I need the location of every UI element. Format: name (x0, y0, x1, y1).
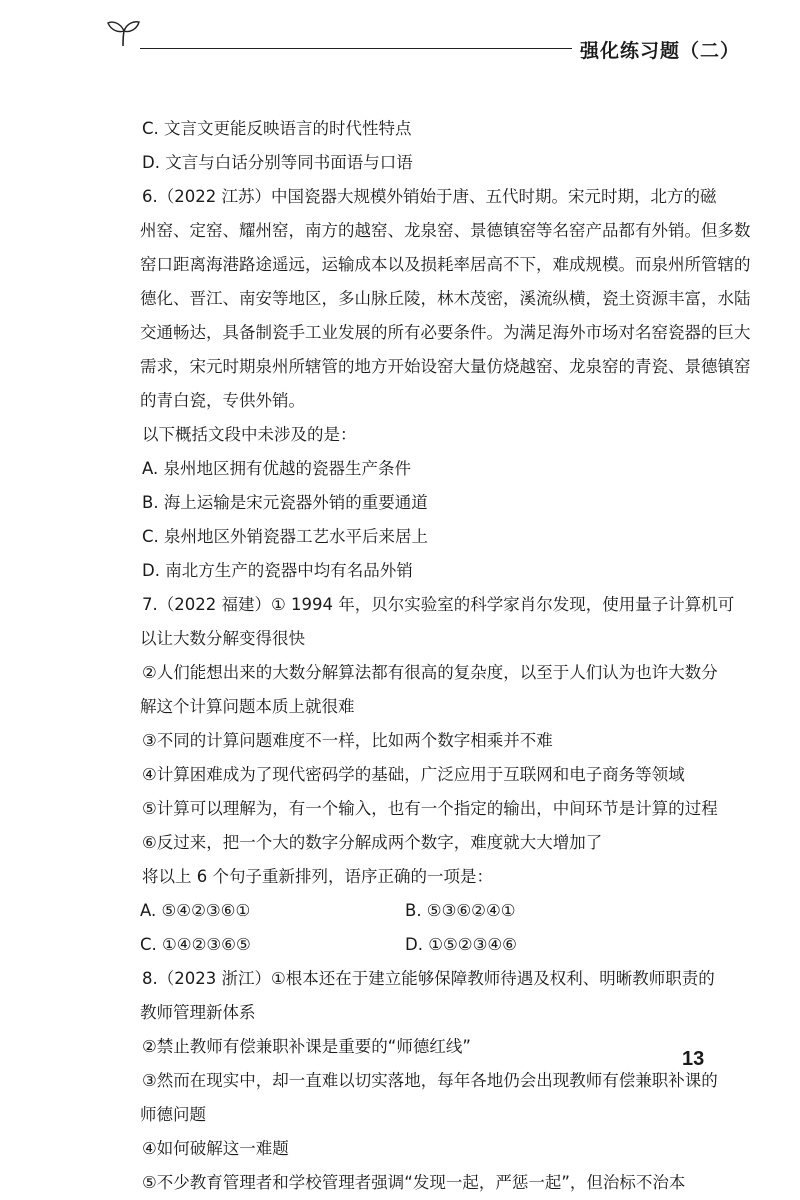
q6-line: 6.（2022 江苏）中国瓷器大规模外销始于唐、五代时期。宋元时期，北方的磁 (142, 187, 717, 206)
q7-options-row-2 (140, 928, 700, 962)
q7-line: ⑤计算可以理解为，有一个输入，也有一个指定的输出，中间环节是计算的过程 (142, 799, 718, 818)
q7-line: 解这个计算问题本质上就很难 (140, 697, 355, 716)
q7-option-a: A. ⑤④②③⑥① (140, 901, 251, 920)
q7-line: ④计算困难成为了现代密码学的基础，广泛应用于互联网和电子商务等领域 (142, 765, 685, 784)
q6-line: 的青白瓷，专供外销。 (140, 391, 305, 410)
q6-line: 德化、晋江、南安等地区，多山脉丘陵，林木茂密，溪流纵横，瓷土资源丰富，水陆 (140, 289, 751, 308)
q7-option-d: D. ①⑤②③④⑥ (405, 935, 517, 954)
q8-line: ⑤不少教育管理者和学校管理者强调“发现一起，严惩一起”，但治标不治本 (142, 1173, 686, 1192)
q7-option-c: C. ①④②③⑥⑤ (140, 935, 251, 954)
q8-line: 教师管理新体系 (140, 1003, 256, 1022)
q6-option-b: B. 海上运输是宋元瓷器外销的重要通道 (142, 493, 428, 512)
question-8 (140, 962, 718, 1200)
q6-question: 以下概括文段中未涉及的是： (142, 425, 357, 444)
q7-line: 以让大数分解变得很快 (140, 629, 305, 648)
page-number: 13 (682, 1048, 705, 1070)
q6-line: 交通畅达，具备制瓷手工业发展的所有必要条件。为满足海外市场对名窑瓷器的巨大 (140, 323, 751, 342)
page-header (0, 0, 800, 70)
page-content (140, 112, 751, 1200)
q7-line: ②人们能想出来的大数分解算法都有很高的复杂度，以至于人们认为也许大数分 (142, 663, 718, 682)
q7-option-b: B. ⑤③⑥②④① (405, 901, 516, 920)
q6-line: 需求，宋元时期泉州所辖管的地方开始设窑大量仿烧越窑、龙泉窑的青瓷、景德镇窑 (140, 357, 751, 376)
question-6 (140, 180, 751, 588)
q7-line: ③不同的计算问题难度不一样，比如两个数字相乘并不难 (142, 731, 553, 750)
q5-option-d: D. 文言与白话分别等同书面语与口语 (142, 153, 413, 172)
q7-line: ⑥反过来，把一个大的数字分解成两个数字，难度就大大增加了 (142, 833, 603, 852)
q6-line: 州窑、定窑、耀州窑，南方的越窑、龙泉窑、景德镇窑等名窑产品都有外销。但多数 (140, 221, 751, 240)
q6-option-a: A. 泉州地区拥有优越的瓷器生产条件 (142, 459, 411, 478)
q7-options-row-1 (140, 894, 700, 928)
q7-question: 将以上 6 个句子重新排列，语序正确的一项是： (142, 867, 493, 886)
q6-option-d: D. 南北方生产的瓷器中均有名品外销 (142, 561, 413, 580)
q6-option-c: C. 泉州地区外销瓷器工艺水平后来居上 (142, 527, 429, 546)
sprout-icon (106, 14, 140, 48)
q8-line: ③然而在现实中，却一直难以切实落地，每年各地仍会出现教师有偿兼职补课的 (142, 1071, 718, 1090)
q8-line: 8.（2023 浙江）①根本还在于建立能够保障教师待遇及权利、明晰教师职责的 (142, 969, 715, 988)
header-title: 强化练习题（二） (580, 40, 741, 62)
q5-option-c: C. 文言文更能反映语言的时代性特点 (142, 119, 412, 138)
question-7 (140, 588, 735, 962)
header-rule (140, 48, 572, 49)
q6-line: 窑口距离海港路途遥远，运输成本以及损耗率居高不下，难成规模。而泉州所管辖的 (140, 255, 751, 274)
q7-line: 7.（2022 福建）① 1994 年，贝尔实验室的科学家肖尔发现，使用量子计算机可 (142, 595, 735, 614)
q8-line: 师德问题 (140, 1105, 206, 1124)
q8-line: ④如何破解这一难题 (142, 1139, 289, 1158)
q8-line: ②禁止教师有偿兼职补课是重要的“师德红线” (142, 1037, 471, 1056)
